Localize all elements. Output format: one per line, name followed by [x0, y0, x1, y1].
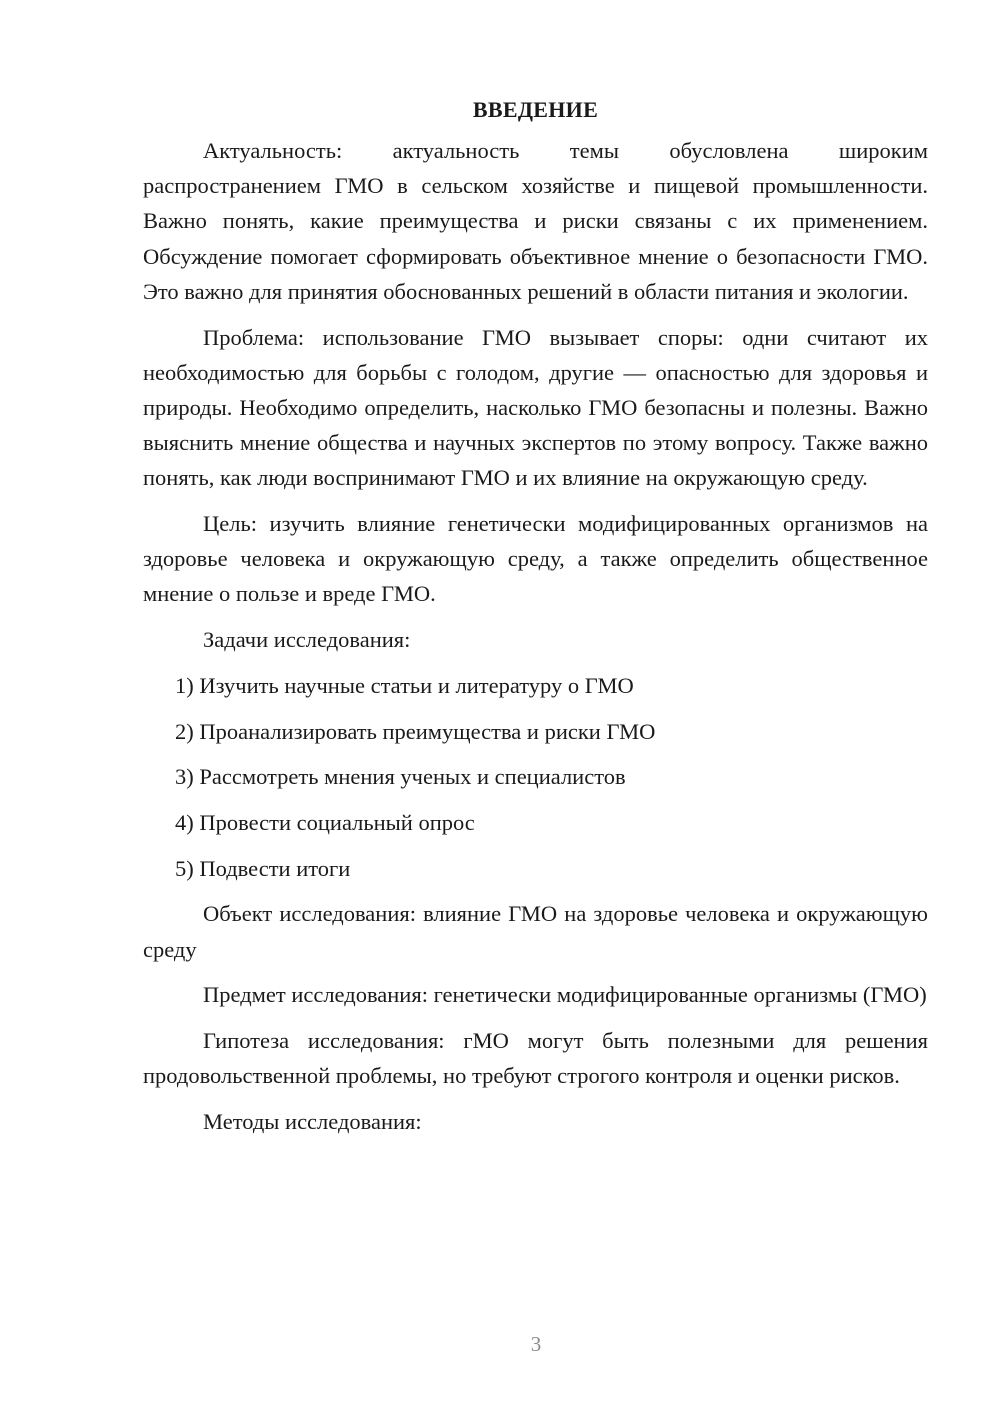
list-item-task-2: 2) Проанализировать преимущества и риски ГМО: [175, 718, 656, 744]
methods-heading: Методы исследования:: [203, 1108, 422, 1134]
paragraph-problem: Проблема: использование ГМО вызывает споры: одни считают их необходимостью для борьбы с голодом, другие — опасностью для здоровья и природы. Необходимо определить, насколько ГМО безопасны и полезны. Важно выяснить мнение общества и научных экспертов по этому вопросу. Также важно понять, как люди воспринимают ГМО и их влияние на окружающую среду.: [143, 324, 928, 491]
page-number: 3: [530, 1332, 542, 1356]
list-item-task-1: 1) Изучить научные статьи и литературу о ГМО: [175, 672, 634, 698]
paragraph-object: Объект исследования: влияние ГМО на здоровье человека и окружающую среду: [143, 901, 928, 962]
list-item-task-4: 4) Провести социальный опрос: [175, 809, 475, 835]
paragraph-relevance: Актуальность: актуальность темы обусловлена широким распространением ГМО в сельском хозяйстве и пищевой промышленности. Важно понять, какие преимущества и риски связаны с их применением. Обсуждение помогает сформировать объективное мнение о безопасности ГМО. Это важно для принятия обоснованных решений в области питания и экологии.: [143, 138, 928, 304]
document-page: [143, 92, 928, 1139]
list-item-task-5: 5) Подвести итоги: [175, 855, 351, 881]
list-item-task-3: 3) Рассмотреть мнения ученых и специалистов: [175, 764, 626, 790]
paragraph-hypothesis: Гипотеза исследования: гМО могут быть полезными для решения продовольственной проблемы, но требуют строгого контроля и оценки рисков.: [143, 1027, 928, 1089]
tasks-heading: Задачи исследования:: [203, 627, 411, 653]
paragraph-goal: Цель: изучить влияние генетически модифицированных организмов на здоровье человека и окружающую среду, а также определить общественное мнение о пользе и вреде ГМО.: [143, 511, 928, 607]
paragraph-subject: Предмет исследования: генетически модифицированные организмы (ГМО): [203, 982, 927, 1008]
page-title: ВВЕДЕНИЕ: [472, 97, 599, 122]
